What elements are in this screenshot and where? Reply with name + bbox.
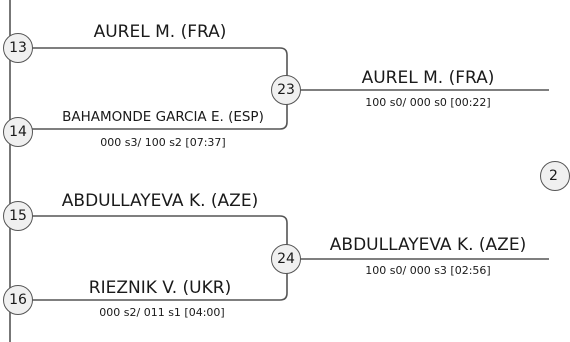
- node-16: 16: [3, 285, 33, 315]
- node-13: 13: [3, 33, 33, 63]
- match-24-score: 100 s0/ 000 s3 [02:56]: [365, 264, 491, 277]
- node-23: 23: [271, 75, 301, 105]
- competitor-16-name: RIEZNIK V. (UKR): [88, 278, 232, 298]
- winner-23-name: AUREL M. (FRA): [361, 68, 495, 88]
- competitor-14-name: BAHAMONDE GARCIA E. (ESP): [62, 109, 264, 125]
- competitor-15-name: ABDULLAYEVA K. (AZE): [61, 191, 259, 211]
- node-15: 15: [3, 201, 33, 231]
- match-15-16-score: 000 s2/ 011 s1 [04:00]: [99, 306, 225, 319]
- match-23-score: 100 s0/ 000 s0 [00:22]: [365, 96, 491, 109]
- winner-24-name: ABDULLAYEVA K. (AZE): [329, 235, 527, 255]
- node-14: 14: [3, 117, 33, 147]
- node-round3-partial: 2: [540, 161, 570, 191]
- competitor-13-name: AUREL M. (FRA): [93, 22, 227, 42]
- node-24: 24: [271, 244, 301, 274]
- match-13-14-score: 000 s3/ 100 s2 [07:37]: [100, 136, 226, 149]
